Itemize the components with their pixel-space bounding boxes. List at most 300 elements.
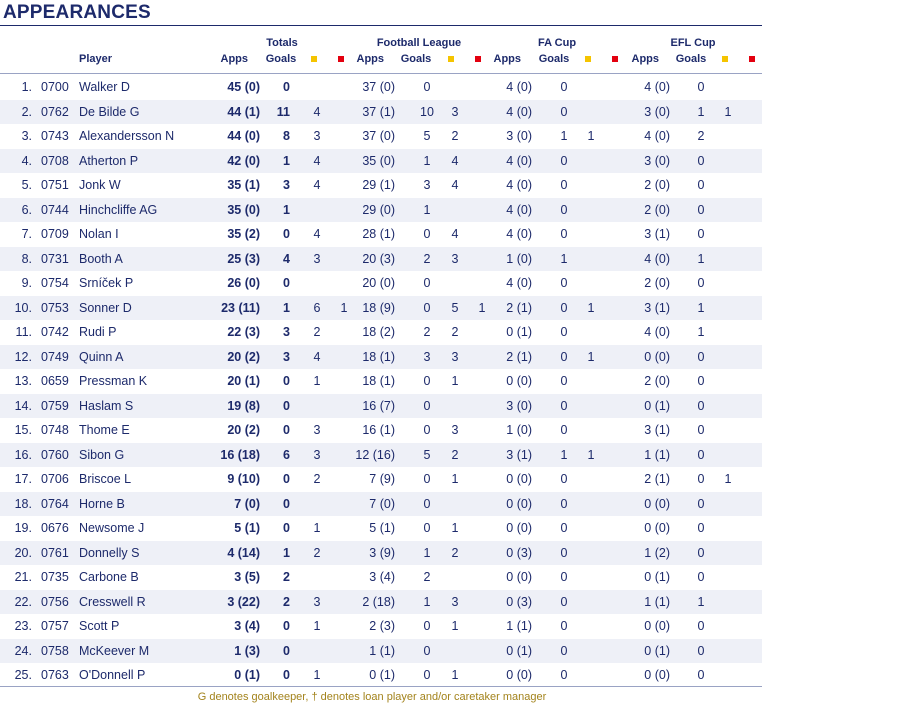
totals-yellow: 4 <box>313 153 321 168</box>
league-goals: 0 <box>423 227 431 241</box>
eflcup-yellow: 1 <box>724 472 732 486</box>
footer-divider <box>0 686 762 687</box>
totals-apps: 20 (2) <box>227 423 260 437</box>
eflcup-goals: 0 <box>697 496 705 511</box>
eflcup-goals: 0 <box>697 398 705 413</box>
totals-yellow: 2 <box>313 325 321 339</box>
row-number: 24. <box>14 643 32 658</box>
facup-goals: 1 <box>560 447 568 462</box>
eflcup-goals: 0 <box>697 349 705 364</box>
league-goals: 1 <box>423 594 431 609</box>
facup-goals: 0 <box>560 374 568 388</box>
row-number: 18. <box>14 496 32 511</box>
facup-goals: 0 <box>560 619 568 633</box>
facup-apps: 3 (1) <box>506 447 532 462</box>
eflcup-goals: 2 <box>697 129 705 143</box>
facup-apps: 4 (0) <box>506 227 532 241</box>
facup-apps: 3 (0) <box>506 129 532 143</box>
league-apps: 18 (1) <box>362 349 395 364</box>
table-row <box>0 222 762 247</box>
league-goals: 0 <box>423 374 431 388</box>
totals-goals: 0 <box>283 521 290 535</box>
facup-apps: 4 (0) <box>506 276 532 290</box>
league-apps-header: Apps <box>356 53 384 65</box>
player-name: McKeever M <box>79 643 150 658</box>
facup-apps: 4 (0) <box>506 104 532 119</box>
totals-apps: 19 (8) <box>227 398 260 413</box>
facup-yellow: 1 <box>587 349 595 364</box>
facup-apps: 1 (1) <box>506 619 532 633</box>
eflcup-apps: 4 (0) <box>644 129 670 143</box>
table-row <box>0 75 762 100</box>
league-goals: 0 <box>423 619 431 633</box>
player-name: Sibon G <box>79 447 125 462</box>
facup-goals-header: Goals <box>538 53 570 65</box>
totals-goals: 4 <box>283 251 290 266</box>
facup-goals: 0 <box>560 423 568 437</box>
row-number: 21. <box>14 570 32 584</box>
player-id: 0754 <box>41 276 69 290</box>
eflcup-goals: 1 <box>697 325 705 339</box>
eflcup-goals: 0 <box>697 545 705 560</box>
totals-apps: 35 (1) <box>227 178 260 192</box>
eflcup-apps: 4 (0) <box>644 80 670 94</box>
league-goals: 1 <box>423 545 431 560</box>
league-apps: 3 (4) <box>369 570 395 584</box>
player-id: 0762 <box>41 104 69 119</box>
player-name: Pressman K <box>79 374 148 388</box>
table-row <box>0 467 762 492</box>
totals-yellow: 3 <box>313 129 321 143</box>
totals-apps: 45 (0) <box>227 80 260 94</box>
row-number: 4. <box>21 153 32 168</box>
totals-yellow: 4 <box>313 349 321 364</box>
facup-goals: 1 <box>560 251 568 266</box>
row-number: 14. <box>14 398 32 413</box>
player-name: Jonk W <box>79 178 121 192</box>
league-apps: 7 (0) <box>369 496 395 511</box>
facup-goals: 0 <box>560 349 568 364</box>
eflcup-apps: 1 (1) <box>644 447 670 462</box>
eflcup-goals: 0 <box>697 447 705 462</box>
player-id: 0742 <box>41 325 69 339</box>
player-id: 0659 <box>41 374 69 388</box>
player-name: Nolan I <box>79 227 119 241</box>
player-id: 0760 <box>41 447 69 462</box>
eflcup-goals: 1 <box>697 594 705 609</box>
facup-goals: 0 <box>560 325 568 339</box>
facup-apps: 0 (1) <box>506 643 532 658</box>
league-apps: 5 (1) <box>369 521 395 535</box>
totals-goals: 6 <box>283 447 290 462</box>
player-id: 0759 <box>41 398 69 413</box>
facup-goals: 0 <box>560 300 568 315</box>
league-apps: 3 (9) <box>369 545 395 560</box>
row-number: 1. <box>21 80 32 94</box>
league-yellow: 1 <box>451 668 459 682</box>
totals-yellow: 4 <box>313 178 321 192</box>
league-apps: 2 (18) <box>362 594 395 609</box>
totals-apps: 35 (0) <box>227 202 260 217</box>
totals-goals: 2 <box>283 570 290 584</box>
totals-yellow: 3 <box>313 594 321 609</box>
totals-goals: 2 <box>283 594 290 609</box>
league-apps: 7 (9) <box>369 472 395 486</box>
totals-goals: 0 <box>283 398 290 413</box>
player-name: Hinchcliffe AG <box>79 202 158 217</box>
table-row <box>0 443 762 468</box>
yellow-card-icon <box>448 56 454 62</box>
table-row <box>0 345 762 370</box>
facup-apps: 2 (1) <box>506 349 532 364</box>
league-apps: 18 (9) <box>362 300 395 315</box>
league-yellow: 2 <box>451 129 459 143</box>
league-goals: 0 <box>423 300 431 315</box>
table-row <box>0 541 762 566</box>
league-apps: 28 (1) <box>362 227 395 241</box>
facup-apps: 4 (0) <box>506 153 532 168</box>
league-yellow: 4 <box>451 178 459 192</box>
player-name: Sonner D <box>79 300 132 315</box>
table-row <box>0 565 762 590</box>
eflcup-goals: 0 <box>697 80 705 94</box>
facup-apps: 4 (0) <box>506 202 532 217</box>
totals-goals: 1 <box>283 153 290 168</box>
player-id: 0735 <box>41 570 69 584</box>
table-row <box>0 149 762 174</box>
eflcup-apps: 2 (1) <box>644 472 670 486</box>
totals-apps: 7 (0) <box>234 496 260 511</box>
eflcup-apps: 1 (1) <box>644 594 670 609</box>
player-name: Walker D <box>79 80 130 94</box>
totals-goals: 3 <box>283 349 290 364</box>
player-id: 0753 <box>41 300 69 315</box>
totals-goals: 8 <box>283 129 290 143</box>
table-row <box>0 418 762 443</box>
player-name: Scott P <box>79 619 120 633</box>
totals-goals: 0 <box>283 472 290 486</box>
league-yellow: 2 <box>451 447 459 462</box>
league-goals: 2 <box>423 251 431 266</box>
totals-apps: 16 (18) <box>220 447 260 462</box>
league-yellow: 3 <box>451 349 459 364</box>
player-id: 0756 <box>41 594 69 609</box>
totals-apps: 3 (4) <box>234 619 260 633</box>
player-id: 0763 <box>41 668 69 682</box>
totals-goals: 0 <box>283 668 290 682</box>
eflcup-goals: 0 <box>697 276 705 290</box>
facup-apps: 0 (0) <box>506 668 532 682</box>
facup-goals: 0 <box>560 521 568 535</box>
league-goals: 0 <box>423 276 431 290</box>
totals-yellow: 3 <box>313 251 321 266</box>
eflcup-apps: 3 (1) <box>644 227 670 241</box>
eflcup-apps: 3 (0) <box>644 153 670 168</box>
totals-apps: 4 (14) <box>227 545 260 560</box>
totals-apps: 1 (3) <box>234 643 260 658</box>
row-number: 5. <box>21 178 32 192</box>
row-number: 6. <box>21 202 32 217</box>
facup-goals: 0 <box>560 594 568 609</box>
league-goals: 5 <box>423 447 431 462</box>
eflcup-apps: 4 (0) <box>644 251 670 266</box>
title-divider <box>0 25 762 26</box>
totals-yellow: 2 <box>313 472 321 486</box>
totals-yellow: 1 <box>313 619 321 633</box>
red-card-icon <box>749 56 755 62</box>
table-row <box>0 492 762 517</box>
table-row <box>0 516 762 541</box>
page-title: APPEARANCES <box>3 2 151 23</box>
league-goals: 0 <box>423 423 431 437</box>
player-id: 0731 <box>41 251 69 266</box>
totals-goals: 3 <box>283 325 290 339</box>
league-apps: 1 (1) <box>369 643 395 658</box>
eflcup-goals: 1 <box>697 251 705 266</box>
facup-goals: 0 <box>560 178 568 192</box>
facup-apps: 4 (0) <box>506 178 532 192</box>
totals-header: Totals <box>266 37 298 49</box>
league-apps: 29 (0) <box>362 202 395 217</box>
player-id: 0744 <box>41 202 69 217</box>
row-number: 9. <box>21 276 32 290</box>
player-name: Srníček P <box>79 276 134 290</box>
player-name: Booth A <box>79 251 123 266</box>
table-row <box>0 271 762 296</box>
league-yellow: 1 <box>451 619 459 633</box>
facup-goals: 1 <box>560 129 568 143</box>
facup-goals: 0 <box>560 153 568 168</box>
totals-apps: 20 (1) <box>227 374 260 388</box>
totals-yellow: 4 <box>313 104 321 119</box>
league-apps: 20 (3) <box>362 251 395 266</box>
totals-goals: 0 <box>283 643 290 658</box>
league-goals: 0 <box>423 472 431 486</box>
league-goals: 2 <box>423 570 431 584</box>
totals-goals: 1 <box>283 545 290 560</box>
totals-apps: 22 (3) <box>227 325 260 339</box>
eflcup-goals: 0 <box>697 178 705 192</box>
league-yellow: 5 <box>451 300 459 315</box>
totals-yellow: 6 <box>313 300 321 315</box>
player-id: 0758 <box>41 643 69 658</box>
eflcup-apps: 3 (0) <box>644 104 670 119</box>
row-number: 12. <box>14 349 32 364</box>
league-goals: 1 <box>423 153 431 168</box>
league-yellow: 1 <box>451 472 459 486</box>
totals-goals: 0 <box>283 496 290 511</box>
player-id: 0676 <box>41 521 69 535</box>
eflcup-apps: 1 (2) <box>644 545 670 560</box>
table-row <box>0 614 762 639</box>
totals-goals-header: Goals <box>265 53 297 65</box>
totals-goals: 3 <box>283 178 290 192</box>
facup-apps-header: Apps <box>493 53 521 65</box>
facup-yellow: 1 <box>587 129 595 143</box>
table-row <box>0 198 762 223</box>
player-id: 0708 <box>41 153 69 168</box>
totals-yellow: 1 <box>313 374 321 388</box>
league-yellow: 3 <box>451 423 459 437</box>
totals-apps: 20 (2) <box>227 349 260 364</box>
player-name: De Bilde G <box>79 104 140 119</box>
eflcup-apps: 0 (0) <box>644 619 670 633</box>
totals-yellow: 3 <box>313 447 321 462</box>
red-card-icon <box>338 56 344 62</box>
eflcup-apps: 3 (1) <box>644 300 670 315</box>
league-yellow: 3 <box>451 594 459 609</box>
eflcup-goals: 0 <box>697 619 705 633</box>
eflcup-goals: 0 <box>697 668 705 682</box>
header-divider <box>0 73 762 74</box>
row-number: 13. <box>14 374 32 388</box>
player-id: 0748 <box>41 423 69 437</box>
row-number: 22. <box>14 594 32 609</box>
league-apps: 2 (3) <box>369 619 395 633</box>
player-name: Cresswell R <box>79 594 146 609</box>
totals-goals: 0 <box>283 374 290 388</box>
league-apps: 37 (0) <box>362 129 395 143</box>
league-header: Football League <box>376 37 462 49</box>
facup-apps: 0 (0) <box>506 374 532 388</box>
eflcup-apps: 0 (0) <box>644 349 670 364</box>
eflcup-goals: 0 <box>697 374 705 388</box>
totals-yellow: 2 <box>313 545 321 560</box>
eflcup-yellow: 1 <box>724 104 732 119</box>
row-number: 8. <box>21 251 32 266</box>
player-id: 0751 <box>41 178 69 192</box>
row-number: 2. <box>21 104 32 119</box>
player-id: 0757 <box>41 619 69 633</box>
eflcup-goals: 0 <box>697 643 705 658</box>
eflcup-apps: 4 (0) <box>644 325 670 339</box>
row-number: 19. <box>14 521 32 535</box>
totals-goals: 0 <box>283 276 290 290</box>
league-goals: 0 <box>423 521 431 535</box>
facup-apps: 1 (0) <box>506 423 532 437</box>
league-apps: 16 (7) <box>362 398 395 413</box>
eflcup-goals-header: Goals <box>675 53 707 65</box>
table-row <box>0 394 762 419</box>
totals-apps: 44 (0) <box>227 129 260 143</box>
eflcup-apps: 2 (0) <box>644 202 670 217</box>
league-goals: 2 <box>423 325 431 339</box>
player-name: Thome E <box>79 423 130 437</box>
row-number: 10. <box>14 300 32 315</box>
facup-apps: 2 (1) <box>506 300 532 315</box>
facup-goals: 0 <box>560 643 568 658</box>
totals-goals: 0 <box>283 619 290 633</box>
league-goals: 0 <box>423 643 431 658</box>
player-name: Haslam S <box>79 398 134 413</box>
totals-apps: 42 (0) <box>227 153 260 168</box>
totals-apps: 23 (11) <box>221 300 260 315</box>
league-yellow: 1 <box>451 521 459 535</box>
table-row <box>0 247 762 272</box>
totals-goals: 1 <box>283 300 290 315</box>
totals-apps: 0 (1) <box>234 668 260 682</box>
league-apps: 18 (1) <box>362 374 395 388</box>
player-name: Rudi P <box>79 325 117 339</box>
league-apps: 35 (0) <box>362 153 395 168</box>
eflcup-apps: 0 (0) <box>644 668 670 682</box>
player-column-header: Player <box>79 53 113 65</box>
totals-apps: 26 (0) <box>227 276 260 290</box>
league-yellow: 1 <box>451 374 459 388</box>
facup-apps: 0 (0) <box>506 570 532 584</box>
totals-goals: 11 <box>276 104 290 119</box>
row-number: 23. <box>14 619 32 633</box>
eflcup-apps-header: Apps <box>631 53 659 65</box>
table-row <box>0 124 762 149</box>
facup-apps: 0 (0) <box>506 521 532 535</box>
eflcup-apps: 0 (0) <box>644 496 670 511</box>
totals-goals: 1 <box>283 202 290 217</box>
eflcup-goals: 1 <box>697 300 705 315</box>
facup-goals: 0 <box>560 496 568 511</box>
eflcup-apps: 2 (0) <box>644 374 670 388</box>
facup-goals: 0 <box>560 202 568 217</box>
yellow-card-icon <box>585 56 591 62</box>
league-goals: 0 <box>423 80 431 94</box>
eflcup-goals: 0 <box>697 153 705 168</box>
player-id: 0706 <box>41 472 69 486</box>
player-name: Alexandersson N <box>79 129 175 143</box>
totals-yellow: 4 <box>313 227 321 241</box>
totals-yellow: 1 <box>313 668 321 682</box>
totals-goals: 0 <box>283 80 290 94</box>
totals-apps: 35 (2) <box>227 227 260 241</box>
league-apps: 18 (2) <box>362 325 395 339</box>
footnote: G denotes goalkeeper, † denotes loan player and/or caretaker manager <box>197 691 547 703</box>
league-goals: 1 <box>423 202 431 217</box>
facup-goals: 0 <box>560 104 568 119</box>
facup-apps: 1 (0) <box>506 251 532 266</box>
facup-apps: 0 (1) <box>506 325 532 339</box>
league-apps: 29 (1) <box>362 178 395 192</box>
league-apps: 37 (1) <box>362 104 395 119</box>
league-goals: 10 <box>420 104 434 119</box>
league-yellow: 4 <box>451 227 459 241</box>
facup-goals: 0 <box>560 545 568 560</box>
totals-apps: 3 (5) <box>234 570 260 584</box>
table-row <box>0 639 762 664</box>
eflcup-apps: 3 (1) <box>644 423 670 437</box>
eflcup-goals: 0 <box>697 472 705 486</box>
totals-goals: 0 <box>283 423 290 437</box>
facup-goals: 0 <box>560 227 568 241</box>
eflcup-apps: 2 (0) <box>644 178 670 192</box>
league-apps: 37 (0) <box>362 80 395 94</box>
facup-apps: 0 (0) <box>506 496 532 511</box>
facup-goals: 0 <box>560 80 568 94</box>
league-goals: 0 <box>423 668 431 682</box>
league-apps: 0 (1) <box>369 668 395 682</box>
row-number: 17. <box>14 472 32 486</box>
facup-header: FA Cup <box>537 37 577 49</box>
eflcup-header: EFL Cup <box>670 37 716 49</box>
player-name: Briscoe L <box>79 472 132 486</box>
player-id: 0749 <box>41 349 69 364</box>
eflcup-goals: 1 <box>697 104 705 119</box>
table-row <box>0 296 762 321</box>
eflcup-goals: 0 <box>697 227 705 241</box>
red-card-icon <box>612 56 618 62</box>
row-number: 7. <box>21 227 32 241</box>
league-apps: 16 (1) <box>362 423 395 437</box>
eflcup-apps: 0 (0) <box>644 521 670 535</box>
row-number: 15. <box>14 423 32 437</box>
